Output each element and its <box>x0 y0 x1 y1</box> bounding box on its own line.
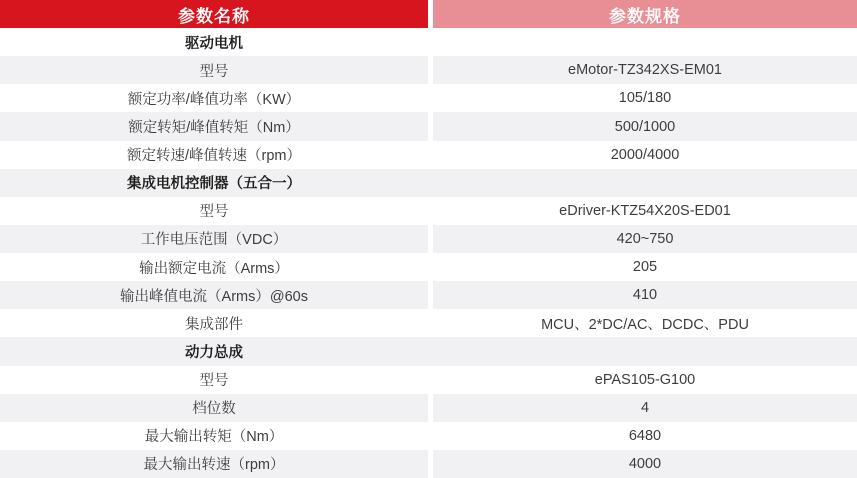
table-row <box>0 422 857 450</box>
param-value: MCU、2*DC/AC、DCDC、PDU <box>541 316 749 333</box>
table-row <box>0 394 857 422</box>
table-row <box>0 309 857 337</box>
param-value: eMotor-TZ342XS-EM01 <box>433 56 857 84</box>
param-value: 105/180 <box>618 90 672 107</box>
param-value: 2000/4000 <box>610 146 680 163</box>
param-value: 4000 <box>433 450 857 478</box>
param-value: 4 <box>433 394 857 422</box>
param-name: 额定转矩/峰值转矩（Nm） <box>0 112 428 140</box>
table-row <box>0 56 857 84</box>
param-value: 420~750 <box>433 225 857 253</box>
table-row <box>0 253 857 281</box>
column-header-parameter-spec: 参数规格 <box>433 0 857 28</box>
section-title: 动力总成 <box>185 344 243 361</box>
table-row <box>0 141 857 169</box>
param-value: 410 <box>433 281 857 309</box>
table-row <box>0 366 857 394</box>
param-name: 档位数 <box>0 394 428 422</box>
param-name: 输出额定电流（Arms） <box>139 260 289 277</box>
param-value: 205 <box>632 259 658 276</box>
section-title: 驱动电机 <box>185 35 243 52</box>
param-value: 500/1000 <box>433 112 857 140</box>
param-name: 额定转速/峰值转速（rpm） <box>127 148 301 165</box>
param-name: 最大输出转矩（Nm） <box>144 429 284 446</box>
param-name: 输出峰值电流（Arms）@60s <box>0 281 428 309</box>
section-value-empty <box>433 337 857 365</box>
table-row <box>0 450 857 478</box>
table-row <box>0 197 857 225</box>
param-name: 型号 <box>0 56 428 84</box>
table-row <box>0 281 857 309</box>
section-row <box>0 337 857 365</box>
param-value: eDriver-KTZ54X20S-ED01 <box>559 202 731 219</box>
param-value: 6480 <box>628 427 662 444</box>
column-header-parameter-name: 参数名称 <box>0 0 428 28</box>
param-name: 型号 <box>199 204 229 221</box>
table-row <box>0 84 857 112</box>
param-name: 额定功率/峰值功率（KW） <box>127 91 301 108</box>
section-value-empty <box>433 169 857 197</box>
section-title: 集成电机控制器（五合一） <box>127 176 301 193</box>
section-row <box>0 28 857 56</box>
param-value: ePAS105-G100 <box>594 371 696 388</box>
section-row <box>0 169 857 197</box>
param-name: 型号 <box>199 373 229 390</box>
param-name: 最大输出转速（rpm） <box>0 450 428 478</box>
param-name: 集成部件 <box>185 316 243 333</box>
section-value-empty <box>433 28 857 56</box>
table-row <box>0 225 857 253</box>
table-row <box>0 112 857 140</box>
table-header-row <box>0 0 857 28</box>
param-name: 工作电压范围（VDC） <box>0 225 428 253</box>
